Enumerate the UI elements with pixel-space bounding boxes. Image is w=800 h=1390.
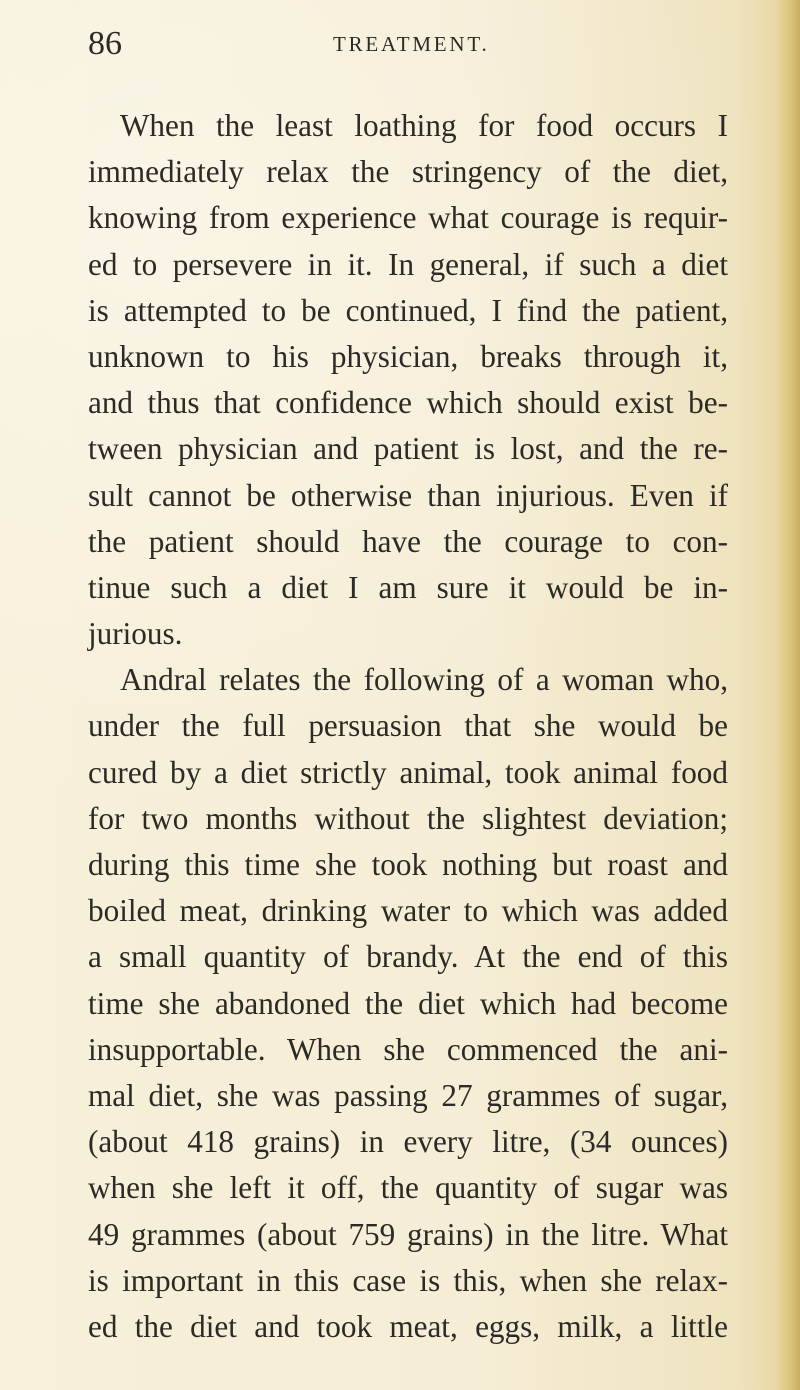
text-line: the patient should have the courage to con-	[88, 523, 728, 559]
text-line: time she abandoned the diet which had become	[88, 985, 728, 1021]
text-line: and thus that confidence which should exist be-	[88, 385, 728, 421]
running-head: TREATMENT.	[333, 32, 490, 56]
body-text	[88, 103, 728, 1350]
text-line: during this time she took nothing but roast and	[88, 847, 728, 882]
page-header	[88, 24, 608, 64]
text-line: knowing from experience what courage is requir-	[88, 200, 728, 236]
text-line: ed to persevere in it. In general, if such a diet	[88, 246, 728, 282]
text-line: unknown to his physician, breaks through it,	[88, 338, 728, 374]
text-line: when she left it off, the quantity of sugar was	[88, 1170, 728, 1206]
text-line: is attempted to be continued, I find the patient,	[88, 292, 728, 328]
page-number: 86	[88, 25, 122, 62]
page-edge-shadow	[776, 0, 800, 1390]
text-line: sult cannot be otherwise than injurious. Even if	[88, 477, 728, 513]
text-line: under the full persuasion that she would be	[88, 708, 728, 744]
text-line: When the least loathing for food occurs I	[120, 108, 728, 143]
text-line: a small quantity of brandy. At the end of this	[88, 939, 728, 975]
text-line: jurious.	[88, 616, 183, 652]
text-line: insupportable. When she commenced the ani-	[88, 1031, 728, 1067]
text-line: for two months without the slightest deviation;	[88, 800, 728, 836]
text-line: immediately relax the stringency of the diet,	[88, 154, 728, 190]
text-line: ed the diet and took meat, eggs, milk, a little	[88, 1308, 728, 1344]
text-line: cured by a diet strictly animal, took animal food	[88, 754, 728, 790]
text-line: is important in this case is this, when she relax-	[88, 1262, 728, 1298]
text-line: mal diet, she was passing 27 grammes of sugar,	[88, 1077, 728, 1113]
text-line: (about 418 grains) in every litre, (34 ounces)	[88, 1124, 728, 1160]
text-line: 49 grammes (about 759 grains) in the litre. What	[88, 1216, 728, 1252]
text-line: tween physician and patient is lost, and the re-	[88, 431, 728, 467]
text-line: boiled meat, drinking water to which was added	[88, 893, 728, 929]
text-line: tinue such a diet I am sure it would be in-	[88, 569, 728, 605]
text-line: Andral relates the following of a woman who,	[120, 662, 728, 698]
